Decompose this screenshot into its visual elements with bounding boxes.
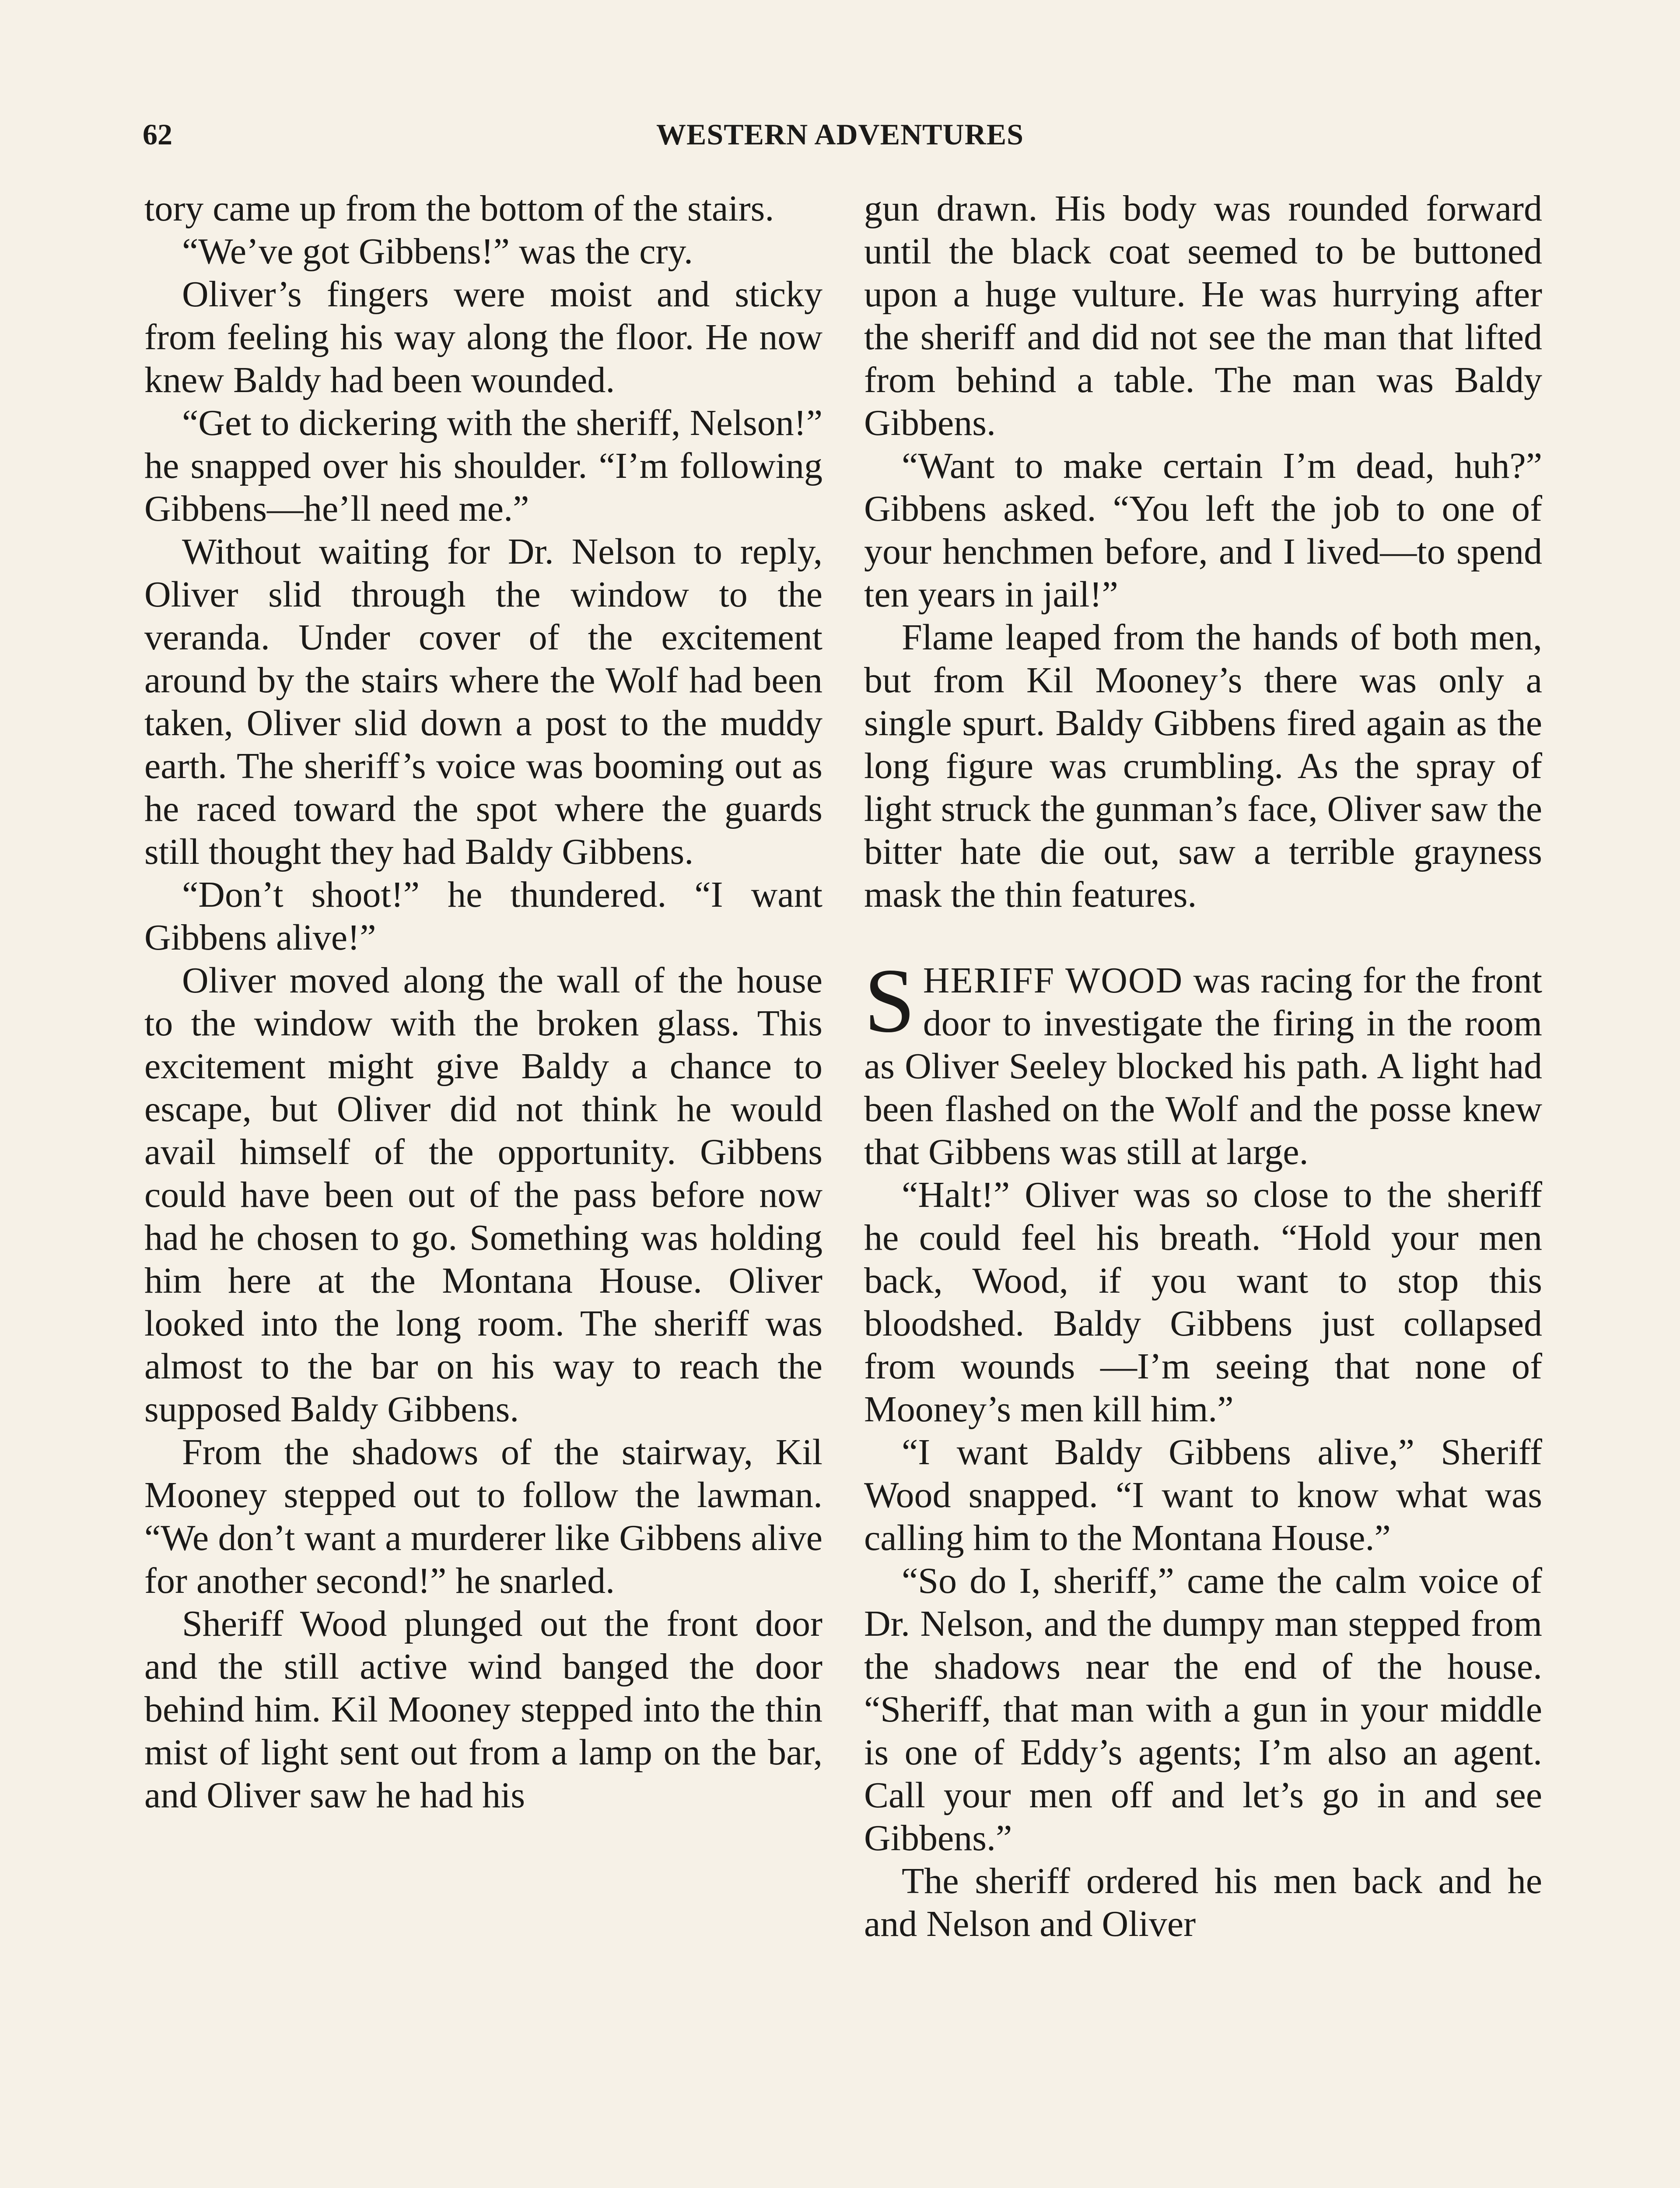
paragraph: “Want to make certain I’m dead, huh?” Gibbens asked. “You left the job to one of your henchmen before, and I lived—to spend ten years in jail!” [864,445,1542,615]
section-opening-paragraph [864,950,1542,1174]
paragraph: Oliver moved along the wall of the house to the window with the broken glass. This excitement might give Baldy a chance to escape, but Oliver did not think he would avail himself of the opportunity. Gibbens could have been out of the pass before now had he chosen to go. Something was holding him here at the Montana House. Oliver looked into the long room. The sheriff was almost to the bar on his way to reach the supposed Baldy Gibbens. [144,960,822,1430]
left-text-column [144,187,822,1817]
paragraph: “Halt!” Oliver was so close to the sheriff he could feel his breath. “Hold your men back, Wood, if you want to stop this bloodshed. Baldy Gibbens just collapsed from wounds —I’m seeing that none of Mooney’s men kill him.” [864,1175,1542,1430]
paragraph: Sheriff Wood plunged out the front door and the still active wind banged the door behind him. Kil Mooney stepped into the thin mist of light sent out from a lamp on the bar, and Oliver saw he had his [144,1603,822,1816]
paragraph: “I want Baldy Gibbens alive,” Sheriff Wood snapped. “I want to know what was calling him to the Montana House.” [864,1432,1542,1558]
paragraph: tory came up from the bottom of the stairs. [144,188,774,229]
paragraph: The sheriff ordered his men back and he and Nelson and Oliver [864,1861,1542,1944]
paragraph: gun drawn. His body was rounded forward until the black coat seemed to be buttoned upon a huge vulture. He was hurrying after the sheriff and did not see the man that lifted from behind a table. The man was Baldy Gibbens. [864,188,1542,443]
page-number: 62 [143,118,172,151]
paragraph: Flame leaped from the hands of both men, but from Kil Mooney’s there was only a single spurt. Baldy Gibbens fired again as the long figure was crumbling. As the spray of light struck the gunman’s face, Oliver saw the bitter hate die out, saw a terrible grayness mask the thin features. [864,617,1542,915]
paragraph: “So do I, sheriff,” came the calm voice of Dr. Nelson, and the dumpy man stepped from the shadows near the end of the house. “Sheriff, that man with a gun in your middle is one of Eddy’s agents; I’m also an agent. Call your men off and let’s go in and see Gibbens.” [864,1560,1542,1858]
paragraph: From the shadows of the stairway, Kil Mooney stepped out to follow the lawman. “We don’t want a murderer like Gibbens alive for another second!” he snarled. [144,1432,822,1601]
right-text-column [864,187,1542,1946]
paragraph: “We’ve got Gibbens!” was the cry. [182,231,693,272]
running-title: WESTERN ADVENTURES [656,118,1024,151]
paragraph: Oliver’s fingers were moist and sticky from feeling his way along the floor. He now knew Baldy had been wounded. [144,274,822,400]
paragraph: “Don’t shoot!” he thundered. “I want Gibbens alive!” [144,874,822,958]
drop-cap: S [864,950,915,1052]
paragraph: Without waiting for Dr. Nelson to reply, Oliver slid through the window to the veranda. Under cover of the excitement around by the stairs where the Wolf had been taken, Oliver slid down a post to the muddy earth. The sheriff’s voice was booming out as he raced toward the spot where the guards still thought they had Baldy Gibbens. [144,531,822,872]
paragraph: “Get to dickering with the sheriff, Nelson!” he snapped over his shoulder. “I’m following Gibbens—he’ll need me.” [144,403,822,529]
section-text: was racing for the front door to investigate the firing in the room as Oliver Seeley blocked his path. A light had been flashed on the Wolf and the posse knew that Gibbens was still at large. [864,960,1542,1172]
lead-in: HERIFF WOOD [923,960,1183,1001]
